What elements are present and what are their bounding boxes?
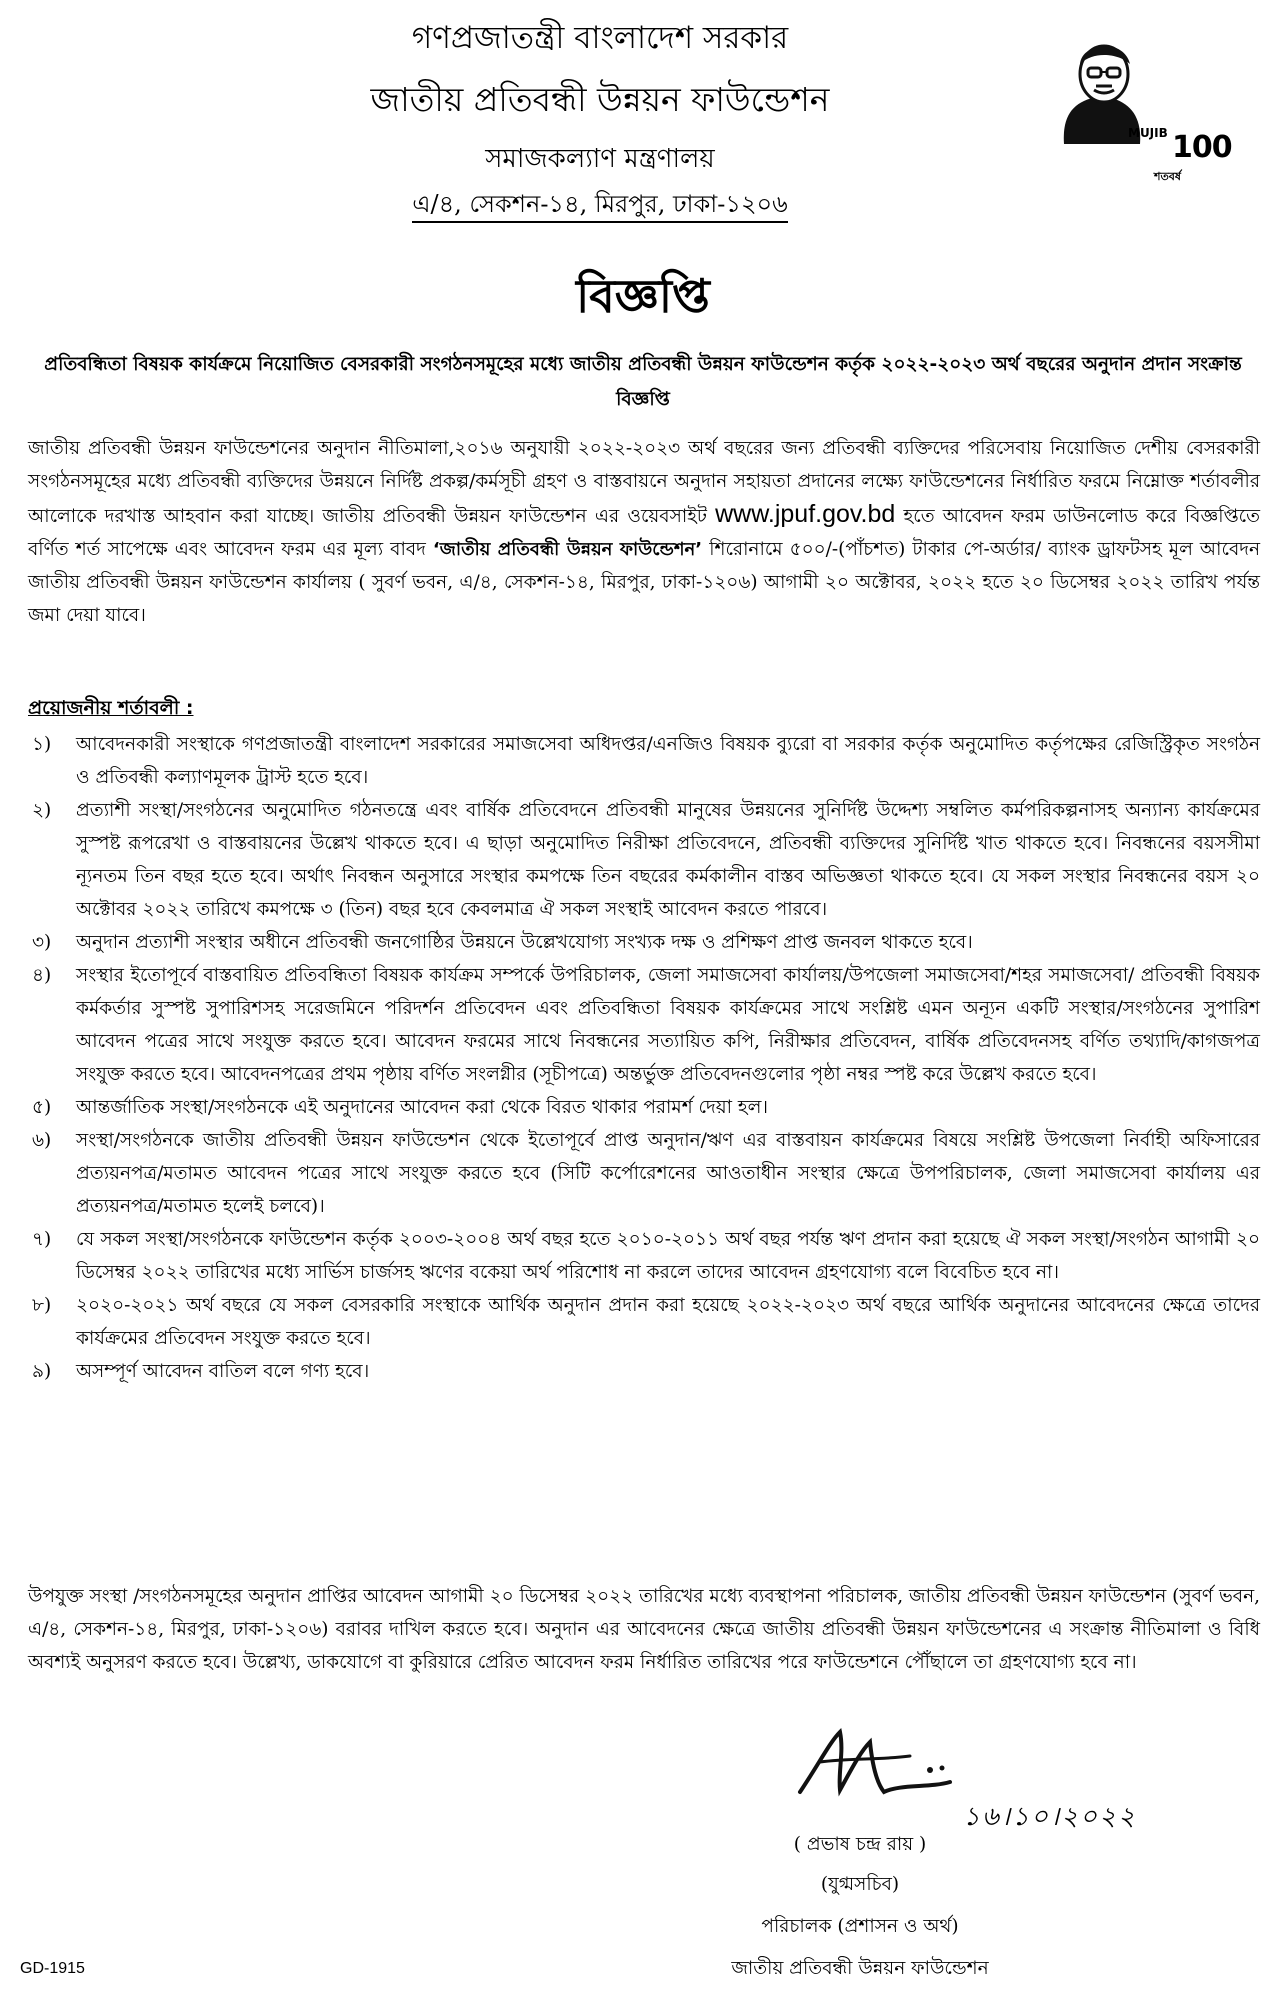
logo-mujib-text: MUJIB	[1128, 126, 1168, 140]
item-number: ২)	[32, 800, 52, 821]
logo-number: 100	[1172, 130, 1232, 165]
item-number: ৩)	[32, 932, 52, 953]
government-name: গণপ্রজাতন্ত্রী বাংলাদেশ সরকার	[411, 20, 789, 56]
foundation-name: জাতীয় প্রতিবন্ধী উন্নয়ন ফাউন্ডেশন	[370, 80, 830, 119]
list-item	[28, 1223, 1260, 1289]
item-number: ৭)	[32, 1229, 52, 1250]
item-text: ২০২০-২০২১ অর্থ বছরে যে সকল বেসরকারি সংস্থাকে আর্থিক অনুদান প্রদান করা হয়েছে ২০২২-২০২৩ অর্থ বছরে আর্থিক অনুদানের আবেদনের ক্ষেত্রে তাদের কার্যক্রমের প্রতিবেদন সংযুক্ত করতে হবে।	[76, 1295, 1260, 1349]
signatory-designation: (যুগ্মসচিব)	[820, 1874, 900, 1895]
item-text: আন্তর্জাতিক সংস্থা/সংগঠনকে এই অনুদানের আবেদন করা থেকে বিরত থাকার পরামর্শ দেয়া হল।	[76, 1097, 769, 1118]
conditions-heading: প্রয়োজনীয় শর্তাবলী :	[28, 697, 194, 719]
item-text: অসম্পূর্ণ আবেদন বাতিল বলে গণ্য হবে।	[76, 1361, 370, 1382]
item-number: ৫)	[32, 1097, 52, 1118]
item-text: প্রত্যাশী সংস্থা/সংগঠনের অনুমোদিত গঠনতন্ত্রে এবং বার্ষিক প্রতিবেদনে প্রতিবন্ধী মানুষের উন্নয়নের সুনির্দিষ্ট উদ্দেশ্য সম্বলিত কর্মপরিকল্পনাসহ অন্যান্য কার্যক্রমের সুস্পষ্ট রূপরেখা ও বাস্তবায়নের উল্লেখ থাকতে হবে। এ ছাড়া অনুমোদিত নিরীক্ষা প্রতিবেদনে, প্রতিবন্ধী ব্যক্তিদের সুনির্দিষ্ট খাত থাকতে হবে। নিবন্ধনের বয়সসীমা ন্যূনতম তিন বছর হতে হবে। অর্থাৎ নিবন্ধন অনুসারে সংস্থার কমপক্ষে তিন বছরের কর্মকালীন বাস্তব অভিজ্ঞতা থাকতে হবে। যে সকল সংস্থার নিবন্ধনের বয়স ২০ অক্টোবর ২০২২ তারিখে কমপক্ষে ৩ (তিন) বছর হবে কেবলমাত্র ঐ সকল সংস্থাই আবেদন করতে পারবে।	[76, 800, 1260, 920]
notice-subject: প্রতিবন্ধিতা বিষয়ক কার্যক্রমে নিয়োজিত বেসরকারী সংগঠনসমূহের মধ্যে জাতীয় প্রতিবন্ধী উন্নয়ন ফাউন্ডেশন কর্তৃক ২০২২-২০২৩ অর্থ বছরের অনুদান প্রদান সংক্রান্ত বিজ্ঞপ্তি	[44, 354, 1242, 410]
list-item	[28, 1355, 1260, 1388]
item-text: সংস্থার ইতোপূর্বে বাস্তবায়িত প্রতিবন্ধিতা বিষয়ক কার্যক্রম সম্পর্কে উপরিচালক, জেলা সমাজসেবা কার্যালয়/উপজেলা সমাজসেবা/শহর সমাজসেবা/ প্রতিবন্ধী বিষয়ক কর্মকর্তার সুস্পষ্ট সুপারিশসহ সরেজমিনে পরিদর্শন প্রতিবেদন এবং প্রতিবন্ধিতা বিষয়ক কার্যক্রমের সাথে সংশ্লিষ্ট এমন অন্যূন একটি সংস্থার/সংগঠনের সুপারিশ আবেদন পত্রের সাথে সংযুক্ত করতে হবে। আবেদন ফরমের সাথে নিবন্ধনের সত্যায়িত কপি, নিরীক্ষার প্রতিবেদন, বার্ষিক প্রতিবেদনসহ বর্ণিত তথ্যাদি/কাগজপত্র সংযুক্ত করতে হবে। আবেদনপত্রের প্রথম পৃষ্ঠায় বর্ণিত সংলগ্নীর (সূচীপত্রে) অন্তর্ভুক্ত প্রতিবেদনগুলোর পৃষ্ঠা নম্বর স্পষ্ট করে উল্লেখ করতে হবে।	[76, 965, 1260, 1085]
list-item	[28, 926, 1260, 959]
list-item	[28, 959, 1260, 1091]
list-item	[28, 1124, 1260, 1223]
office-address-text: এ/৪, সেকশন-১৪, মিরপুর, ঢাকা-১২০৬	[412, 190, 788, 223]
website-link[interactable]: www.jpuf.gov.bd	[715, 500, 896, 528]
item-number: ৮)	[32, 1295, 52, 1316]
intro-text-2: হতে আবেদন ফরম ডাউনলোড করে বিজ্ঞপ্তিতে বর্ণিত শর্ত সাপেক্ষে এবং আবেদন ফরম এর মূল্য বাবদ	[28, 506, 1261, 560]
item-text: যে সকল সংস্থা/সংগঠনকে ফাউন্ডেশন কর্তৃক ২০০৩-২০০৪ অর্থ বছর হতে ২০১০-২০১১ অর্থ বছর পর্যন্ত ঋণ প্রদান করা হয়েছে ঐ সকল সংস্থা/সংগঠন আগামী ২০ ডিসেম্বর ২০২২ তারিখের মধ্যে সার্ভিস চার্জসহ ঋণের বকেয়া অর্থ পরিশোধ না করলে তাদের আবেদন গ্রহণযোগ্য বলে বিবেচিত হবে না।	[76, 1229, 1260, 1283]
office-address	[300, 186, 900, 226]
intro-text-1: জাতীয় প্রতিবন্ধী উন্নয়ন ফাউন্ডেশনের অনুদান নীতিমালা,২০১৬ অনুযায়ী ২০২২-২০২৩ অর্থ বছরের জন্য প্রতিবন্ধী ব্যক্তিদের পরিসেবায় নিয়োজিত দেশীয় বেসরকারী সংগঠনসমূহের মধ্যে প্রতিবন্ধী ব্যক্তিদের উন্নয়নে নির্দিষ্ট প্রকল্প/কর্মসূচী গ্রহণ ও বাস্তবায়নে অনুদান সহায়তা প্রদানের লক্ষ্যে ফাউন্ডেশনের নির্ধারিত ফরমে নিম্নোক্ত শর্তাবলীর আলোকে দরখাস্ত আহবান করা যাচ্ছে। জাতীয় প্রতিবন্ধী উন্নয়ন ফাউন্ডেশন এর ওয়েবসাইট	[28, 438, 1260, 527]
list-item	[28, 728, 1260, 794]
intro-text-3: শিরোনামে ৫০০/-(পাঁচশত) টাকার পে-অর্ডার/ ব্যাংক ড্রাফটসহ মূল আবেদন জাতীয় প্রতিবন্ধী উন্নয়ন ফাউন্ডেশন কার্যালয় ( সুবর্ণ ভবন, এ/৪, সেকশন-১৪, মিরপুর, ঢাকা-১২০৬) আগামী ২০ অক্টোবর, ২০২২ হতে ২০ ডিসেম্বর ২০২২ তারিখ পর্যন্ত জমা দেয়া যাবে।	[28, 539, 1261, 626]
item-text: সংস্থা/সংগঠনকে জাতীয় প্রতিবন্ধী উন্নয়ন ফাউন্ডেশন থেকে ইতোপূর্বে প্রাপ্ত অনুদান/ঋণ এর বাস্তবায়ন কার্যক্রমের বিষয়ে সংশ্লিষ্ট উপজেলা নির্বাহী অফিসারের প্রত্যয়নপত্র/মতামত আবেদন পত্রের সাথে সংযুক্ত করতে হবে (সিটি কর্পোরেশনের আওতাধীন সংস্থার ক্ষেত্রে উপপরিচালক, জেলা সমাজসেবা কার্যালয় এর প্রত্যয়নপত্র/মতামত হলেই চলবে)।	[76, 1130, 1260, 1217]
closing-paragraph: উপযুক্ত সংস্থা /সংগঠনসমূহের অনুদান প্রাপ্তির আবেদন আগামী ২০ ডিসেম্বর ২০২২ তারিখের মধ্যে ব্যবস্থাপনা পরিচালক, জাতীয় প্রতিবন্ধী উন্নয়ন ফাউন্ডেশন (সুবর্ণ ভবন, এ/৪, সেকশন-১৪, মিরপুর, ঢাকা-১২০৬) বরাবর দাখিল করতে হবে। অনুদান এর আবেদনের ক্ষেত্রে জাতীয় প্রতিবন্ধী উন্নয়ন ফাউন্ডেশনের এ সংক্রান্ত নীতিমালা ও বিধি অবশ্যই অনুসরণ করতে হবে। উল্লেখ্য, ডাকযোগে বা কুরিয়ারে প্রেরিত আবেদন ফরম নির্ধারিত তারিখের পরে ফাউন্ডেশনে পৌঁছালে তা গ্রহণযোগ্য হবে না।	[28, 1586, 1260, 1673]
list-item	[28, 1289, 1260, 1355]
signatory-organization: জাতীয় প্রতিবন্ধী উন্নয়ন ফাউন্ডেশন	[731, 1958, 989, 1979]
logo-bengali-text: শতবর্ষ	[1154, 170, 1181, 183]
ministry-name: সমাজকল্যাণ মন্ত্রণালয়	[485, 144, 715, 174]
item-text: আবেদনকারী সংস্থাকে গণপ্রজাতন্ত্রী বাংলাদেশ সরকারের সমাজসেবা অধিদপ্তর/এনজিও বিষয়ক ব্যুরো বা সরকার কর্তৃক অনুমোদিত কর্তৃপক্ষের রেজিস্ট্রিকৃত সংগঠন ও প্রতিবন্ধী কল্যাণমূলক ট্রাস্ট হতে হবে।	[76, 734, 1260, 788]
signatory-name: ( প্রভাষ চন্দ্র রায় )	[793, 1834, 927, 1855]
item-text: অনুদান প্রত্যাশী সংস্থার অধীনে প্রতিবন্ধী জনগোষ্ঠির উন্নয়নে উল্লেখযোগ্য সংখ্যক দক্ষ ও প্রশিক্ষণ প্রাপ্ত জনবল থাকতে হবে।	[76, 932, 973, 953]
signature-date: ১৬।১০।২০২২	[963, 1802, 1137, 1832]
item-number: ৯)	[32, 1361, 52, 1382]
payee-name: ‘জাতীয় প্রতিবন্ধী উন্নয়ন ফাউন্ডেশন’	[432, 539, 703, 560]
item-number: ১)	[32, 734, 52, 755]
signatory-role: পরিচালক (প্রশাসন ও অর্থ)	[761, 1916, 959, 1937]
mujib-centenary-logo	[1040, 34, 1232, 183]
notice-title: বিজ্ঞপ্তি	[576, 269, 710, 323]
conditions-list	[28, 728, 1260, 1388]
intro-paragraph	[28, 432, 1260, 632]
list-item	[28, 1091, 1260, 1124]
list-item	[28, 794, 1260, 926]
item-number: ৪)	[32, 965, 52, 986]
footer-code: GD-1915	[20, 1960, 85, 1977]
item-number: ৬)	[32, 1130, 52, 1151]
